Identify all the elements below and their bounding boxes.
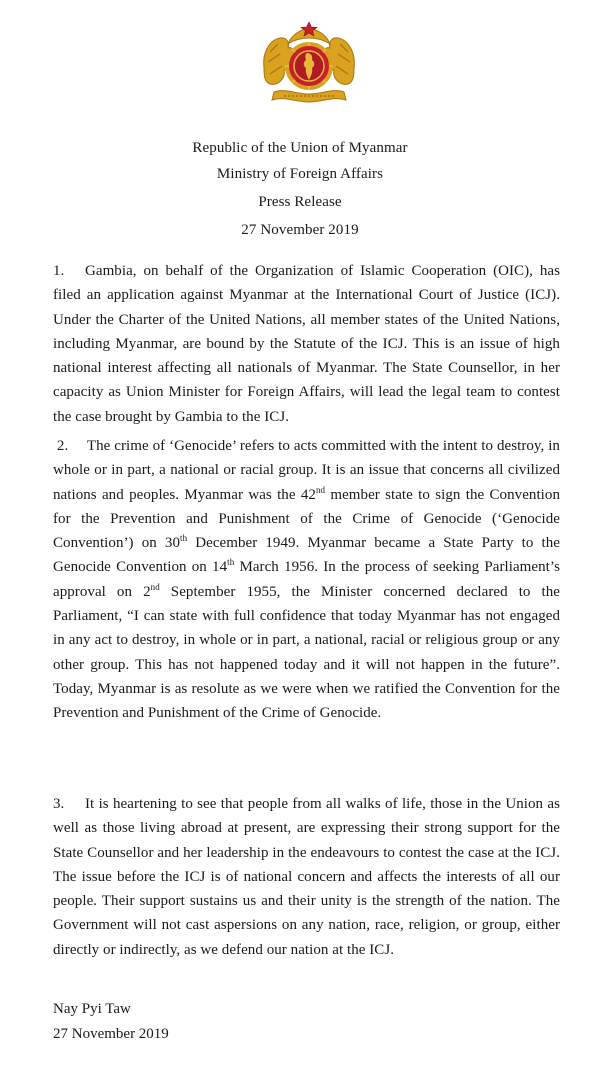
country-name: Republic of the Union of Myanmar: [192, 140, 408, 156]
ordinal-suffix: th: [180, 533, 188, 544]
footer-place: Nay Pyi Taw: [53, 1001, 131, 1017]
paragraph-2: [53, 434, 560, 726]
paragraph-number: 2.: [56, 438, 69, 454]
document-type: Press Release: [258, 194, 342, 210]
paragraph-3: [53, 792, 560, 962]
ordinal-suffix: nd: [315, 484, 326, 495]
ordinal-suffix: th: [227, 557, 235, 568]
paragraph-text-part: December 1949. Myanmar became a State Party to the Genocide Convention on 14: [53, 535, 560, 576]
paragraph-text-part: March 1956. In the process of seeking Parliament’s approval on 2: [53, 559, 560, 600]
paragraph-1: [53, 259, 560, 429]
paragraph-text: It is heartening to see that people from all walks of life, those in the Union as well as those living abroad at present, are expressing their strong support for the State Counsellor and her leadership in the endeavours to contest the case at the ICJ. The issue before the ICJ is of national concern and affects the interests of all our people. Their support sustains us and their unity is the strength of the nation. The Government will not cast aspersions on any nation, race, religion, or group, either directly or indirectly, as we defend our nation at the ICJ.: [53, 796, 560, 958]
paragraph-text-part: The crime of ‘Genocide’ refers to acts committed with the intent to destroy, in whole or in part, a national or racial group. It is an issue that concerns all civilized nations and peoples. Myanmar was the 42: [53, 438, 560, 503]
paragraph-number: 1.: [53, 263, 65, 279]
release-date: 27 November 2019: [241, 222, 359, 238]
ordinal-suffix: nd: [150, 581, 160, 592]
paragraph-number: 3.: [53, 796, 65, 812]
paragraph-text-part: September 1955, the Minister concerned declared to the Parliament, “I can state with full confidence that today Myanmar has not engaged in any act to destroy, in whole or in part, a national, racial or religious group or any other group. This has not happened today and it will not happen in the future”. Today, Myanmar is as resolute as we were when we ratified the Convention for the Prevention and Punishment of the Crime of Genocide.: [53, 583, 560, 722]
paragraph-text: Gambia, on behalf of the Organization of Islamic Cooperation (OIC), has filed an application against Myanmar at the International Court of Justice (ICJ). Under the Charter of the United Nations, all member states of the United Nations, including Myanmar, are bound by the Statute of the ICJ. This is an issue of high national interest affecting all nationals of Myanmar. The State Counsellor, in her capacity as Union Minister for Foreign Affairs, will lead the legal team to contest the case brought by Gambia to the ICJ.: [53, 263, 560, 425]
ministry-name: Ministry of Foreign Affairs: [216, 166, 384, 182]
state-seal-icon: [260, 22, 358, 106]
footer-date: 27 November 2019: [53, 1026, 169, 1042]
paragraph-text-part: member state to sign the Convention for the Prevention and Punishment of the Crime of Genocide (‘Genocide Convention’) on 30: [53, 486, 560, 552]
